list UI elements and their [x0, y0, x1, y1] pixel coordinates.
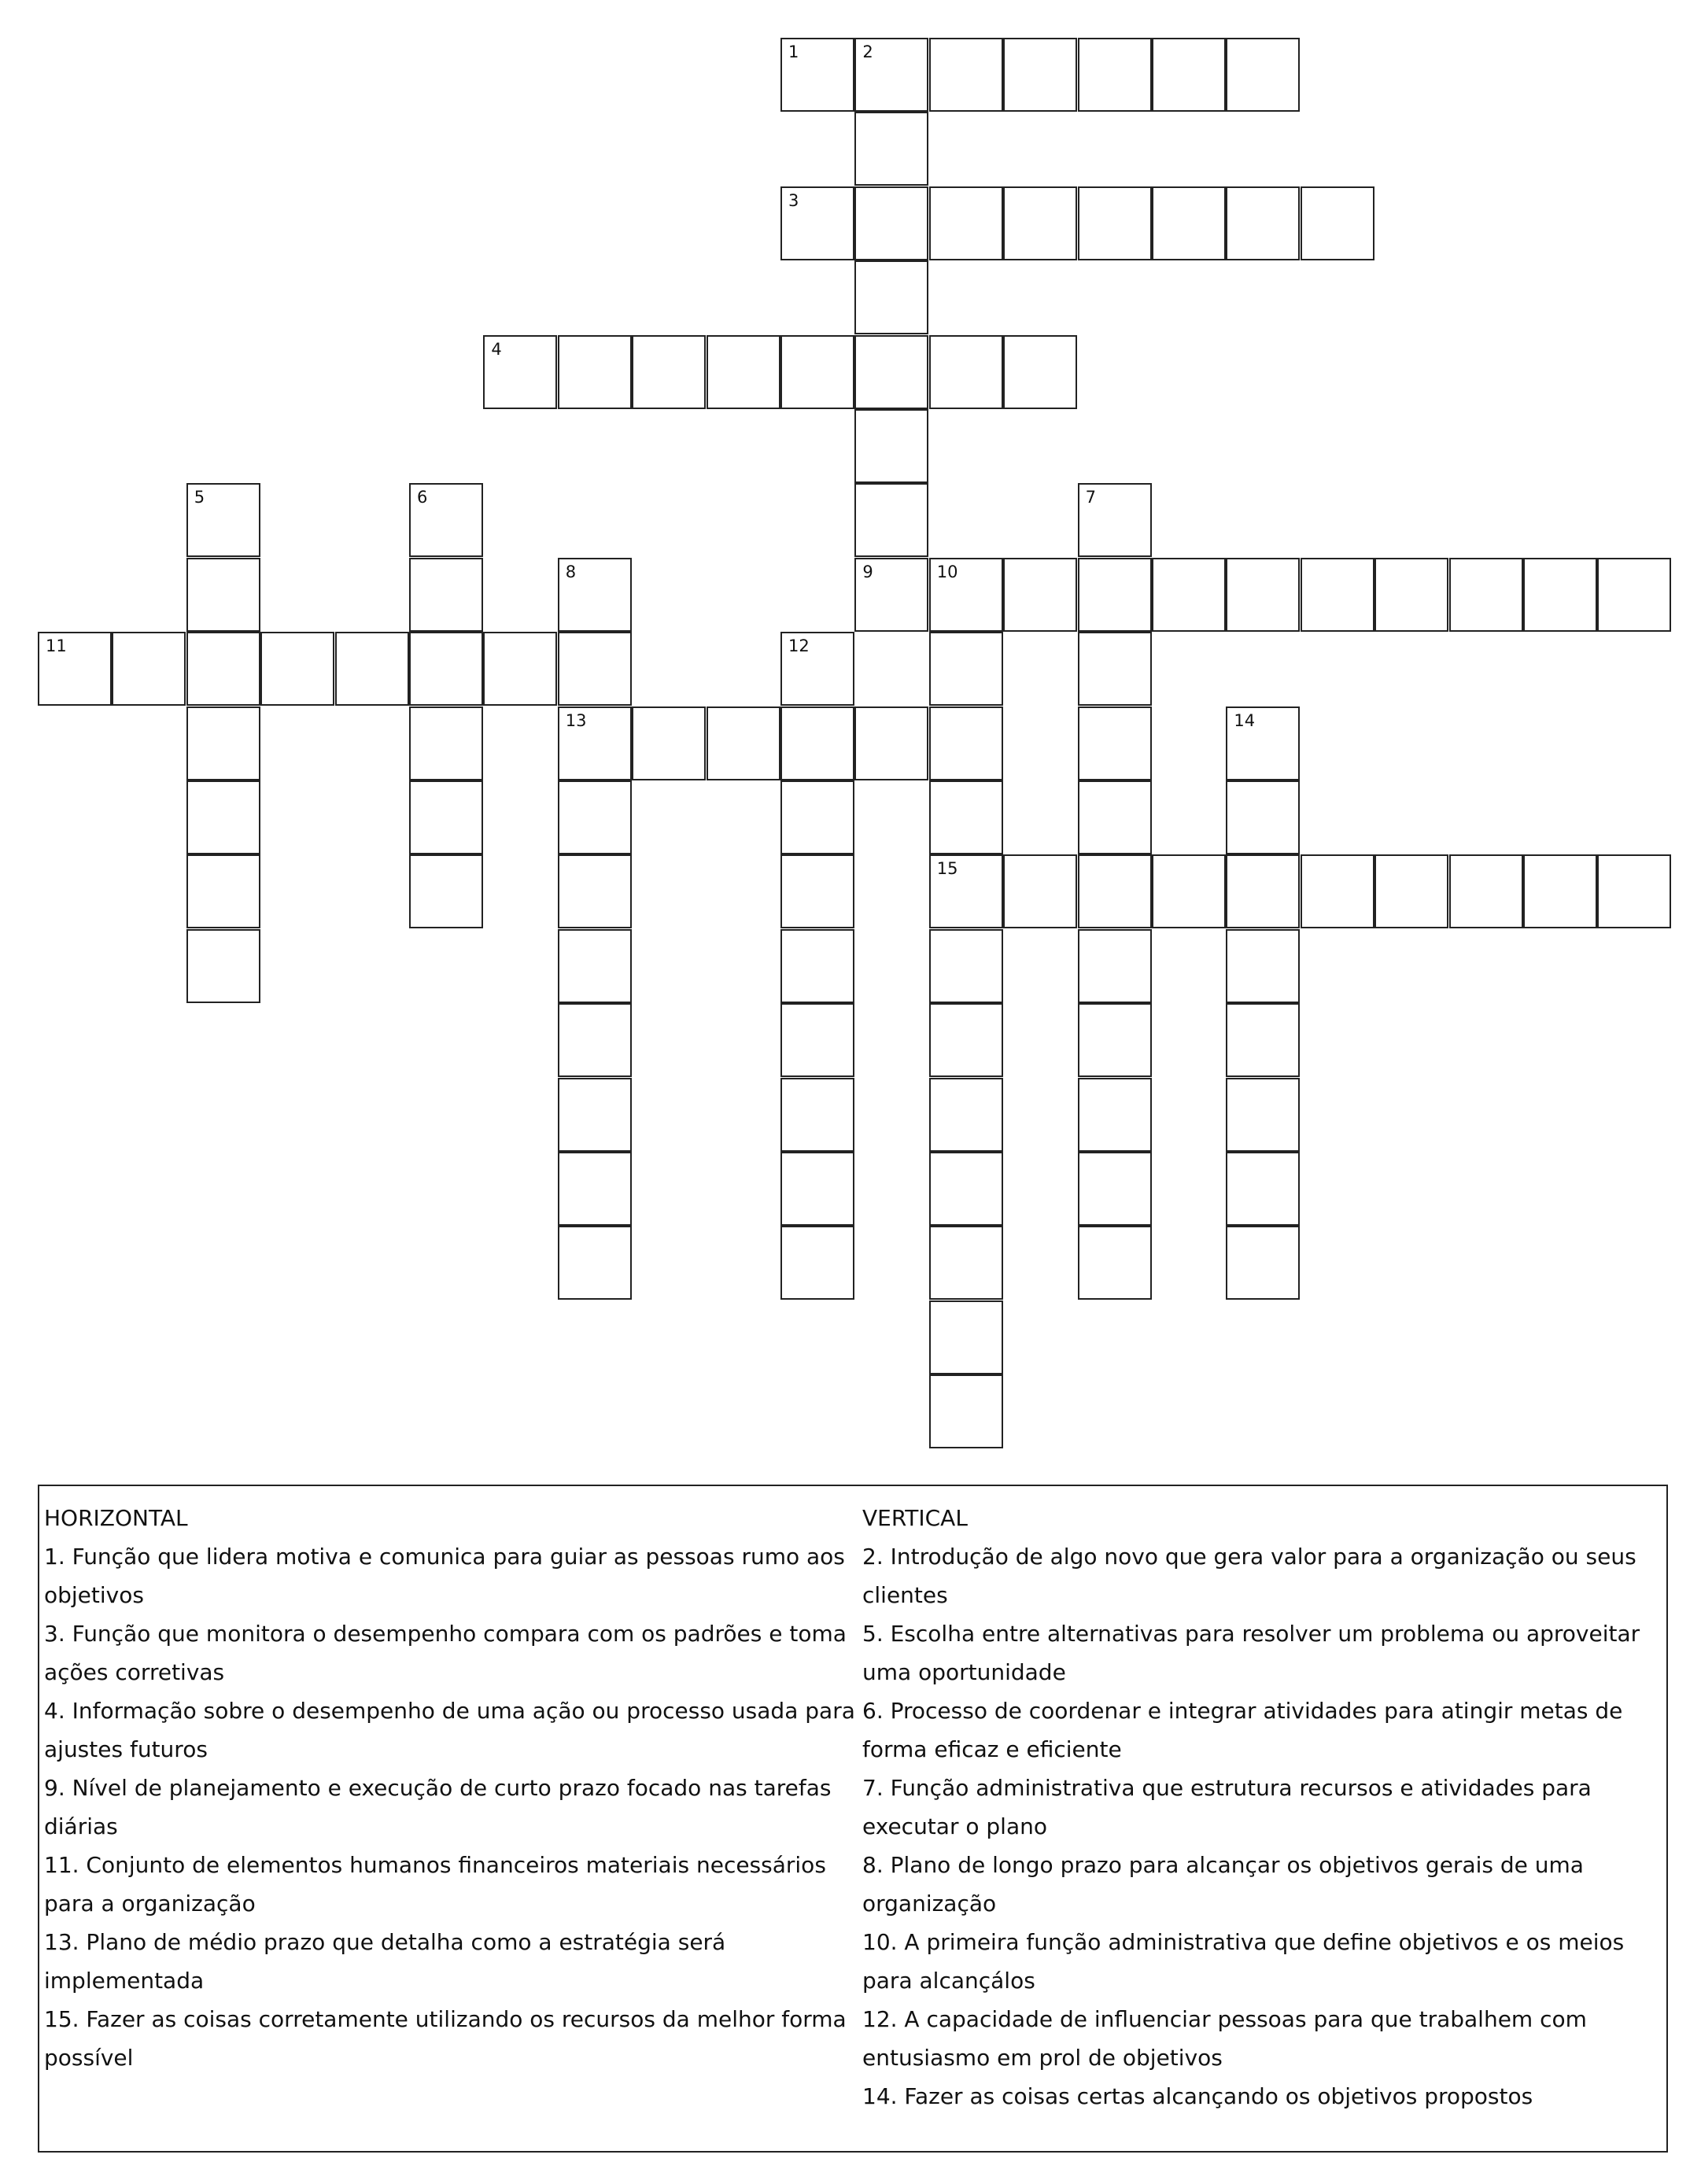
- grid-cell[interactable]: [1226, 558, 1300, 632]
- grid-cell[interactable]: [186, 706, 260, 780]
- grid-cell[interactable]: [186, 483, 260, 557]
- grid-cell[interactable]: [929, 632, 1003, 706]
- grid-cell[interactable]: [1226, 1226, 1300, 1300]
- grid-cell[interactable]: [112, 632, 186, 706]
- grid-cell[interactable]: [929, 1003, 1003, 1077]
- grid-cell[interactable]: [1078, 1003, 1152, 1077]
- grid-cell[interactable]: [558, 929, 632, 1003]
- clue-down-8: 8. Plano de longo prazo para alcançar os objetivos gerais de uma organização: [862, 1852, 1584, 1917]
- grid-cell[interactable]: [929, 780, 1003, 854]
- grid-cell[interactable]: [929, 558, 1003, 632]
- grid-cell[interactable]: [1003, 335, 1077, 409]
- grid-cell[interactable]: [409, 780, 483, 854]
- grid-cell[interactable]: [1301, 558, 1374, 632]
- grid-cell[interactable]: [854, 706, 928, 780]
- grid-cell[interactable]: [780, 1226, 854, 1300]
- grid-cell[interactable]: [1523, 854, 1597, 928]
- grid-cell[interactable]: [558, 1003, 632, 1077]
- grid-cell[interactable]: [1078, 483, 1152, 557]
- grid-cell[interactable]: [558, 854, 632, 928]
- grid-cell[interactable]: [854, 38, 928, 112]
- grid-cell[interactable]: [1152, 38, 1226, 112]
- grid-cell[interactable]: [854, 260, 928, 334]
- grid-cell[interactable]: [1078, 632, 1152, 706]
- grid-cell[interactable]: [1003, 186, 1077, 260]
- grid-cell[interactable]: [1152, 558, 1226, 632]
- clue-number: 13: [565, 710, 587, 730]
- clue-number: 3: [788, 190, 799, 210]
- grid-cell[interactable]: [632, 706, 706, 780]
- clue-across-3: 3. Função que monitora o desempenho compara com os padrões e toma ações corretivas: [44, 1621, 847, 1685]
- grid-cell[interactable]: [409, 854, 483, 928]
- grid-cell[interactable]: [1003, 854, 1077, 928]
- grid-cell[interactable]: [780, 706, 854, 780]
- clue-number: 1: [788, 42, 799, 61]
- grid-cell[interactable]: [558, 1152, 632, 1226]
- clue-down-5: 5. Escolha entre alternativas para resolver um problema ou aproveitar uma oportunidade: [862, 1621, 1640, 1685]
- grid-cell[interactable]: [1226, 706, 1300, 780]
- grid-cell[interactable]: [929, 854, 1003, 928]
- grid-cell[interactable]: [1226, 38, 1300, 112]
- grid-cell[interactable]: [1597, 558, 1671, 632]
- grid-cell[interactable]: [1523, 558, 1597, 632]
- grid-cell[interactable]: [707, 335, 780, 409]
- grid-cell[interactable]: [335, 632, 409, 706]
- grid-cell[interactable]: [558, 632, 632, 706]
- grid-cell[interactable]: [1374, 558, 1448, 632]
- grid-cell[interactable]: [1078, 1226, 1152, 1300]
- grid-cell[interactable]: [1078, 780, 1152, 854]
- grid-cell[interactable]: [929, 929, 1003, 1003]
- grid-cell[interactable]: [854, 483, 928, 557]
- clue-number: 10: [936, 562, 958, 581]
- grid-cell[interactable]: [780, 1152, 854, 1226]
- clue-number: 12: [788, 636, 810, 656]
- grid-cell[interactable]: [929, 38, 1003, 112]
- grid-cell[interactable]: [1078, 38, 1152, 112]
- clue-across-1: 1. Função que lidera motiva e comunica para guiar as pessoas rumo aos objetivos: [44, 1544, 845, 1608]
- grid-cell[interactable]: [854, 558, 928, 632]
- clues-box: [38, 1485, 1668, 2153]
- grid-cell[interactable]: [1226, 854, 1300, 928]
- clue-number: 5: [194, 488, 205, 507]
- grid-cell[interactable]: [186, 632, 260, 706]
- grid-cell[interactable]: [1597, 854, 1671, 928]
- grid-cell[interactable]: [1449, 854, 1523, 928]
- grid-cell[interactable]: [929, 1078, 1003, 1152]
- vertical-clues: [862, 1499, 1665, 2116]
- grid-cell[interactable]: [38, 632, 112, 706]
- clue-down-7: 7. Função administrativa que estrutura recursos e atividades para executar o plano: [862, 1775, 1592, 1839]
- grid-cell[interactable]: [854, 409, 928, 483]
- grid-cell[interactable]: [1226, 1078, 1300, 1152]
- grid-cell[interactable]: [558, 780, 632, 854]
- grid-cell[interactable]: [780, 929, 854, 1003]
- grid-cell[interactable]: [854, 186, 928, 260]
- grid-cell[interactable]: [780, 38, 854, 112]
- grid-cell[interactable]: [854, 112, 928, 186]
- clue-across-15: 15. Fazer as coisas corretamente utilizando os recursos da melhor forma possível: [44, 2006, 847, 2071]
- clue-number: 2: [862, 42, 873, 61]
- vertical-heading: VERTICAL: [862, 1505, 968, 1531]
- grid-cell[interactable]: [260, 632, 334, 706]
- grid-cell[interactable]: [186, 558, 260, 632]
- clue-across-13: 13. Plano de médio prazo que detalha como a estratégia será implementada: [44, 1929, 726, 1994]
- grid-cell[interactable]: [186, 929, 260, 1003]
- grid-cell[interactable]: [929, 1374, 1003, 1448]
- grid-cell[interactable]: [929, 1300, 1003, 1374]
- grid-cell[interactable]: [1226, 780, 1300, 854]
- grid-cell[interactable]: [780, 335, 854, 409]
- clue-down-10: 10. A primeira função administrativa que define objetivos e os meios para alcançálos: [862, 1929, 1625, 1994]
- grid-cell[interactable]: [1226, 1152, 1300, 1226]
- clue-number: 14: [1234, 710, 1256, 730]
- grid-cell[interactable]: [929, 706, 1003, 780]
- grid-cell[interactable]: [558, 1226, 632, 1300]
- grid-cell[interactable]: [1226, 186, 1300, 260]
- horizontal-heading: HORIZONTAL: [44, 1505, 188, 1531]
- grid-cell[interactable]: [1078, 1078, 1152, 1152]
- grid-cell[interactable]: [632, 335, 706, 409]
- clue-across-4: 4. Informação sobre o desempenho de uma ação ou processo usada para ajustes futuros: [44, 1698, 855, 1762]
- grid-cell[interactable]: [409, 632, 483, 706]
- grid-cell[interactable]: [1152, 186, 1226, 260]
- grid-cell[interactable]: [483, 632, 557, 706]
- grid-cell[interactable]: [1301, 186, 1374, 260]
- grid-cell[interactable]: [1301, 854, 1374, 928]
- grid-cell[interactable]: [929, 1226, 1003, 1300]
- grid-cell[interactable]: [1152, 854, 1226, 928]
- grid-cell[interactable]: [1226, 929, 1300, 1003]
- grid-cell[interactable]: [1374, 854, 1448, 928]
- grid-cell[interactable]: [780, 1003, 854, 1077]
- grid-cell[interactable]: [1078, 1152, 1152, 1226]
- grid-cell[interactable]: [409, 706, 483, 780]
- grid-cell[interactable]: [780, 780, 854, 854]
- grid-cell[interactable]: [780, 632, 854, 706]
- grid-cell[interactable]: [1078, 854, 1152, 928]
- grid-cell[interactable]: [854, 335, 928, 409]
- grid-cell[interactable]: [1078, 706, 1152, 780]
- grid-cell[interactable]: [186, 854, 260, 928]
- clue-down-2: 2. Introdução de algo novo que gera valor para a organização ou seus clientes: [862, 1544, 1636, 1608]
- grid-cell[interactable]: [1226, 1003, 1300, 1077]
- grid-cell[interactable]: [1449, 558, 1523, 632]
- grid-cell[interactable]: [558, 706, 632, 780]
- clue-down-6: 6. Processo de coordenar e integrar atividades para atingir metas de forma eficaz e eficiente: [862, 1698, 1623, 1762]
- grid-cell[interactable]: [929, 186, 1003, 260]
- horizontal-clues: [44, 1499, 878, 2077]
- grid-cell[interactable]: [1003, 558, 1077, 632]
- grid-cell[interactable]: [558, 335, 632, 409]
- grid-cell[interactable]: [780, 186, 854, 260]
- clue-number: 7: [1085, 488, 1096, 507]
- clue-down-12: 12. A capacidade de influenciar pessoas para que trabalhem com entusiasmo em prol de objetivos: [862, 2006, 1587, 2071]
- grid-cell[interactable]: [1078, 186, 1152, 260]
- grid-cell[interactable]: [1078, 558, 1152, 632]
- grid-cell[interactable]: [780, 1078, 854, 1152]
- grid-cell[interactable]: [707, 706, 780, 780]
- grid-cell[interactable]: [929, 1152, 1003, 1226]
- grid-cell[interactable]: [409, 558, 483, 632]
- clue-number: 8: [565, 562, 577, 581]
- clue-number: 6: [417, 488, 428, 507]
- clue-across-9: 9. Nível de planejamento e execução de curto prazo focado nas tarefas diárias: [44, 1775, 832, 1839]
- clue-across-11: 11. Conjunto de elementos humanos financeiros materiais necessários para a organização: [44, 1852, 826, 1917]
- clue-number: 11: [46, 636, 67, 656]
- grid-cell[interactable]: [1003, 38, 1077, 112]
- clue-number: 4: [491, 339, 502, 359]
- clue-number: 15: [936, 859, 958, 879]
- grid-cell[interactable]: [1078, 929, 1152, 1003]
- grid-cell[interactable]: [186, 780, 260, 854]
- grid-cell[interactable]: [558, 1078, 632, 1152]
- grid-cell[interactable]: [409, 483, 483, 557]
- clue-down-14: 14. Fazer as coisas certas alcançando os objetivos propostos: [862, 2083, 1533, 2109]
- clue-number: 9: [862, 562, 873, 581]
- grid-cell[interactable]: [929, 335, 1003, 409]
- grid-cell[interactable]: [780, 854, 854, 928]
- grid-cell[interactable]: [483, 335, 557, 409]
- grid-cell[interactable]: [558, 558, 632, 632]
